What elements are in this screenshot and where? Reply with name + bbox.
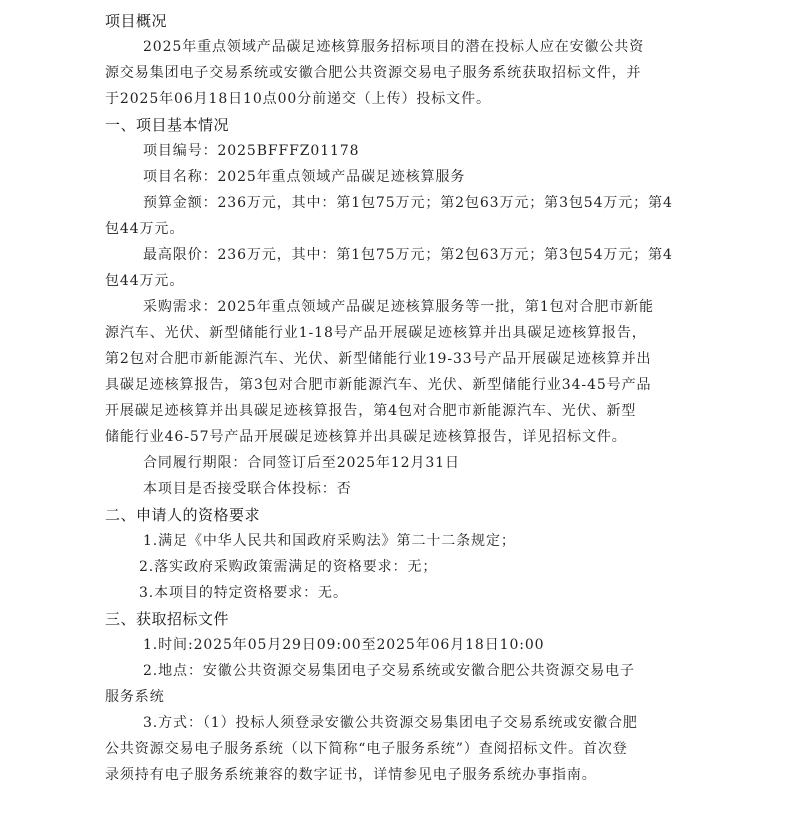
obtain-method: 3.方式：（1）投标人须登录安徽公共资源交易集团电子交易系统或安徽合肥: [143, 715, 638, 731]
max-price: 最高限价：236万元，其中：第1包75万元；第2包63万元；第3包54万元；第4: [143, 247, 673, 263]
procurement-requirements-cont: 第2包对合肥市新能源汽车、光伏、新型储能行业19-33号产品开展碳足迹核算并出: [105, 351, 652, 367]
obtain-time: 1.时间:2025年05月29日09:00至2025年06月18日10:00: [143, 637, 545, 653]
qualification-item: 2.落实政府采购政策需满足的资格要求：无；: [139, 559, 438, 575]
section1-heading: 一、项目基本情况: [105, 116, 230, 134]
project-name: 项目名称：2025年重点领域产品碳足迹核算服务: [143, 169, 466, 185]
obtain-method-cont: 公共资源交易电子服务系统（以下简称“电子服务系统”）查阅招标文件。首次登: [105, 741, 628, 757]
document-page: [105, 8, 687, 788]
overview-heading: 项目概况: [105, 12, 168, 30]
procurement-requirements-cont: 储能行业46-57号产品开展碳足迹核算并出具碳足迹核算报告，详见招标文件。: [105, 429, 627, 445]
consortium-bidding: 本项目是否接受联合体投标：否: [143, 481, 352, 497]
procurement-requirements-cont: 开展碳足迹核算并出具碳足迹核算报告，第4包对合肥市新能源汽车、光伏、新型: [105, 403, 637, 419]
qualification-item: 1.满足《中华人民共和国政府采购法》第二十二条规定；: [143, 533, 516, 549]
section2-heading: 二、申请人的资格要求: [105, 506, 261, 524]
budget-amount-cont: 包44万元。: [105, 221, 185, 237]
obtain-method-cont: 录须持有电子服务系统兼容的数字证书，详情参见电子服务系统办事指南。: [105, 767, 597, 783]
obtain-place: 2.地点：安徽公共资源交易集团电子交易系统或安徽合肥公共资源交易电子: [143, 663, 635, 679]
max-price-cont: 包44万元。: [105, 273, 185, 289]
project-number: 项目编号：2025BFFFZ01178: [143, 143, 360, 159]
overview-text: 2025年重点领域产品碳足迹核算服务招标项目的潜在投标人应在安徽公共资: [143, 39, 645, 55]
overview-text: 源交易集团电子交易系统或安徽合肥公共资源交易电子服务系统获取招标文件，并: [105, 65, 642, 81]
budget-amount: 预算金额：236万元，其中：第1包75万元；第2包63万元；第3包54万元；第4: [143, 195, 673, 211]
procurement-requirements-cont: 具碳足迹核算报告，第3包对合肥市新能源汽车、光伏、新型储能行业34-45号产品: [105, 377, 652, 393]
procurement-requirements: 采购需求：2025年重点领域产品碳足迹核算服务等一批，第1包对合肥市新能: [143, 299, 654, 315]
qualification-item: 3.本项目的特定资格要求：无。: [139, 585, 348, 601]
contract-period: 合同履行期限：合同签订后至2025年12月31日: [143, 455, 460, 471]
overview-text: 于2025年06月18日10点00分前递交（上传）投标文件。: [105, 91, 491, 107]
obtain-place-cont: 服务系统: [105, 689, 165, 705]
section3-heading: 三、获取招标文件: [105, 610, 230, 628]
procurement-requirements-cont: 源汽车、光伏、新型储能行业1-18号产品开展碳足迹核算并出具碳足迹核算报告，: [105, 325, 647, 341]
